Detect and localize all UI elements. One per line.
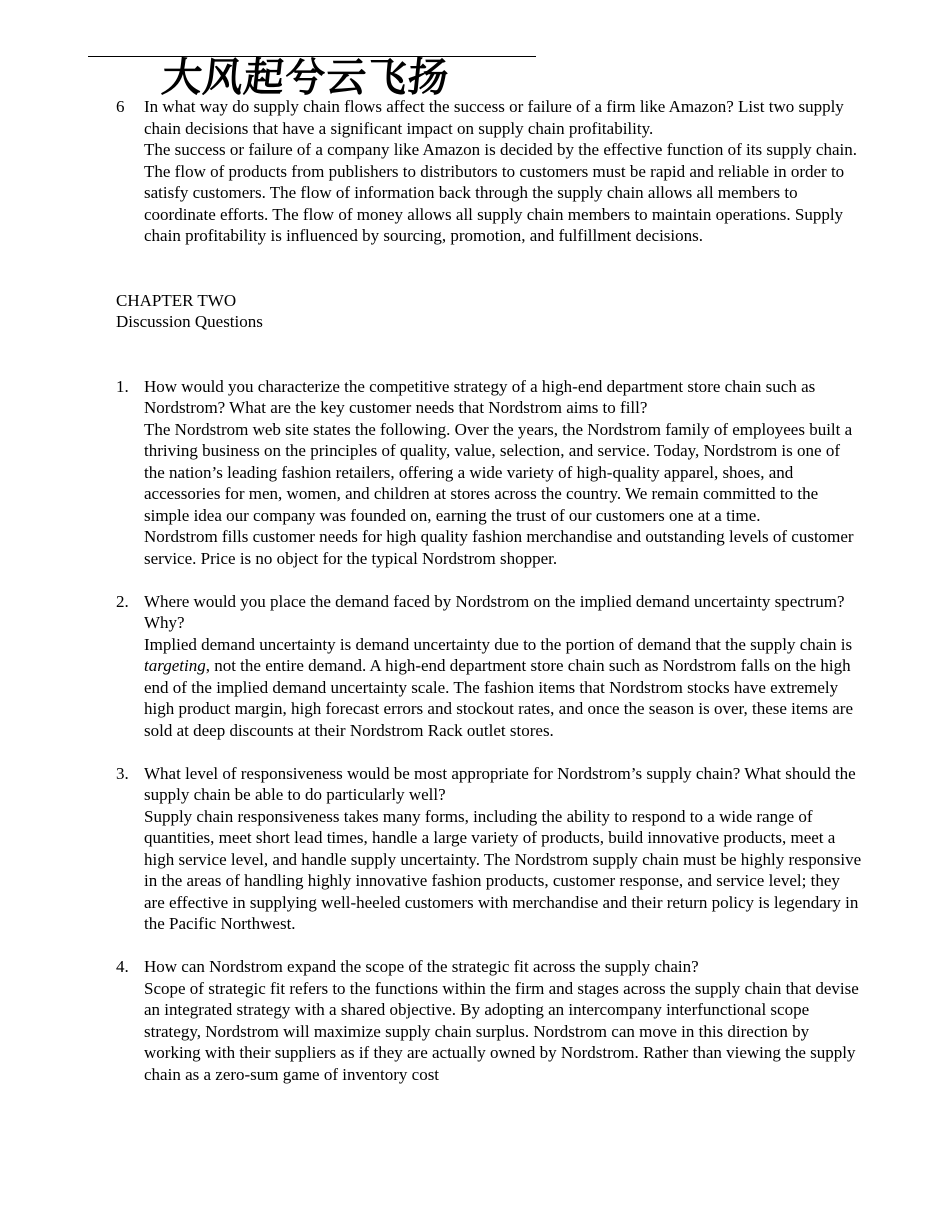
question-1 (116, 376, 862, 570)
question-text: How would you characterize the competitive strategy of a high-end department store chain such as Nordstrom? What are the key customer needs that Nordstrom aims to fill? (144, 376, 816, 417)
answer-text-post: , not the entire demand. A high-end department store chain such as Nordstrom falls on the high end of the implied demand uncertainty scale. The fashion items that Nordstrom stocks have extremely high product margin, high forecast errors and stockout rates, and once the season is over, these items are sold at deep discounts at their Nordstrom Rack outlet stores. (144, 656, 854, 740)
question-number: 3. (116, 763, 129, 783)
question-number: 6 (116, 97, 125, 116)
question-3 (116, 763, 862, 935)
question-text: What level of responsiveness would be most appropriate for Nordstrom’s supply chain? What should the supply chain be able to do particularly well? (144, 763, 856, 804)
question-4 (116, 956, 862, 1085)
spacer (116, 935, 862, 957)
spacer (116, 569, 862, 591)
answer-text (144, 634, 862, 742)
spacer (116, 333, 862, 376)
answer-text: Scope of strategic fit refers to the functions within the firm and stages across the supply chain that devise an integrated strategy with a shared objective. By adopting an intercompany interfunctional scope strategy, Nordstrom will maximize supply chain surplus. Nordstrom can move in this direction by working with their suppliers as if they are actually owned by Nordstrom. Rather than viewing the supply chain as a zero-sum game of inventory cost (144, 978, 859, 1084)
answer-text: Nordstrom fills customer needs for high quality fashion merchandise and outstanding levels of customer service. Price is no object for the typical Nordstrom shopper. (144, 527, 854, 568)
spacer (116, 741, 862, 763)
emphasis-text: targeting (144, 656, 206, 675)
chapter-subtitle: Discussion Questions (116, 312, 263, 331)
calligraphy-logo: 大风起兮云飞扬 (159, 55, 452, 101)
chapter-title: CHAPTER TWO (116, 290, 237, 310)
answer-text: Supply chain responsiveness takes many forms, including the ability to respond to a wide range of quantities, meet short lead times, handle a large variety of products, build innovative products, meet a high service level, and handle supply uncertainty. The Nordstrom supply chain must be highly responsive in the areas of handling highly innovative fashion products, customer response, and service level; they are effective in supplying well-heeled customers with merchandise and their return policy is legendary in the Pacific Northwest. (144, 806, 862, 933)
question-number: 1. (116, 376, 129, 396)
question-text: How can Nordstrom expand the scope of the strategic fit across the supply chain? (144, 957, 699, 976)
question-2 (116, 591, 862, 742)
answer-text: The success or failure of a company like Amazon is decided by the effective function of its supply chain. The flow of products from publishers to distributors to customers must be rapid and reliable in order to satisfy customers. The flow of information back through the supply chain allows all members to coordinate efforts. The flow of money allows all supply chain members to maintain operations. Supply chain profitability is influenced by sourcing, promotion, and fulfillment decisions. (144, 140, 857, 245)
question-text: Where would you place the demand faced by Nordstrom on the implied demand uncertainty spectrum? Why? (144, 591, 845, 632)
document-body (116, 96, 862, 1085)
question-text: In what way do supply chain flows affect the success or failure of a firm like Amazon? List two supply chain decisions that have a significant impact on supply chain profitability. (144, 97, 844, 138)
question-number: 4. (116, 957, 129, 976)
question-6 (116, 96, 862, 247)
answer-text: The Nordstrom web site states the following. Over the years, the Nordstrom family of employees built a thriving business on the principles of quality, value, selection, and service. Today, Nordstrom is one of the nation’s leading fashion retailers, offering a wide variety of high-quality apparel, shoes, and accessories for men, women, and children at stores across the country. We remain committed to the simple idea our company was founded on, earning the trust of our customers one at a time. (144, 419, 853, 525)
spacer (116, 247, 862, 290)
answer-text-pre: Implied demand uncertainty is demand uncertainty due to the portion of demand that the supply chain is (144, 634, 853, 654)
question-number: 2. (116, 591, 129, 611)
